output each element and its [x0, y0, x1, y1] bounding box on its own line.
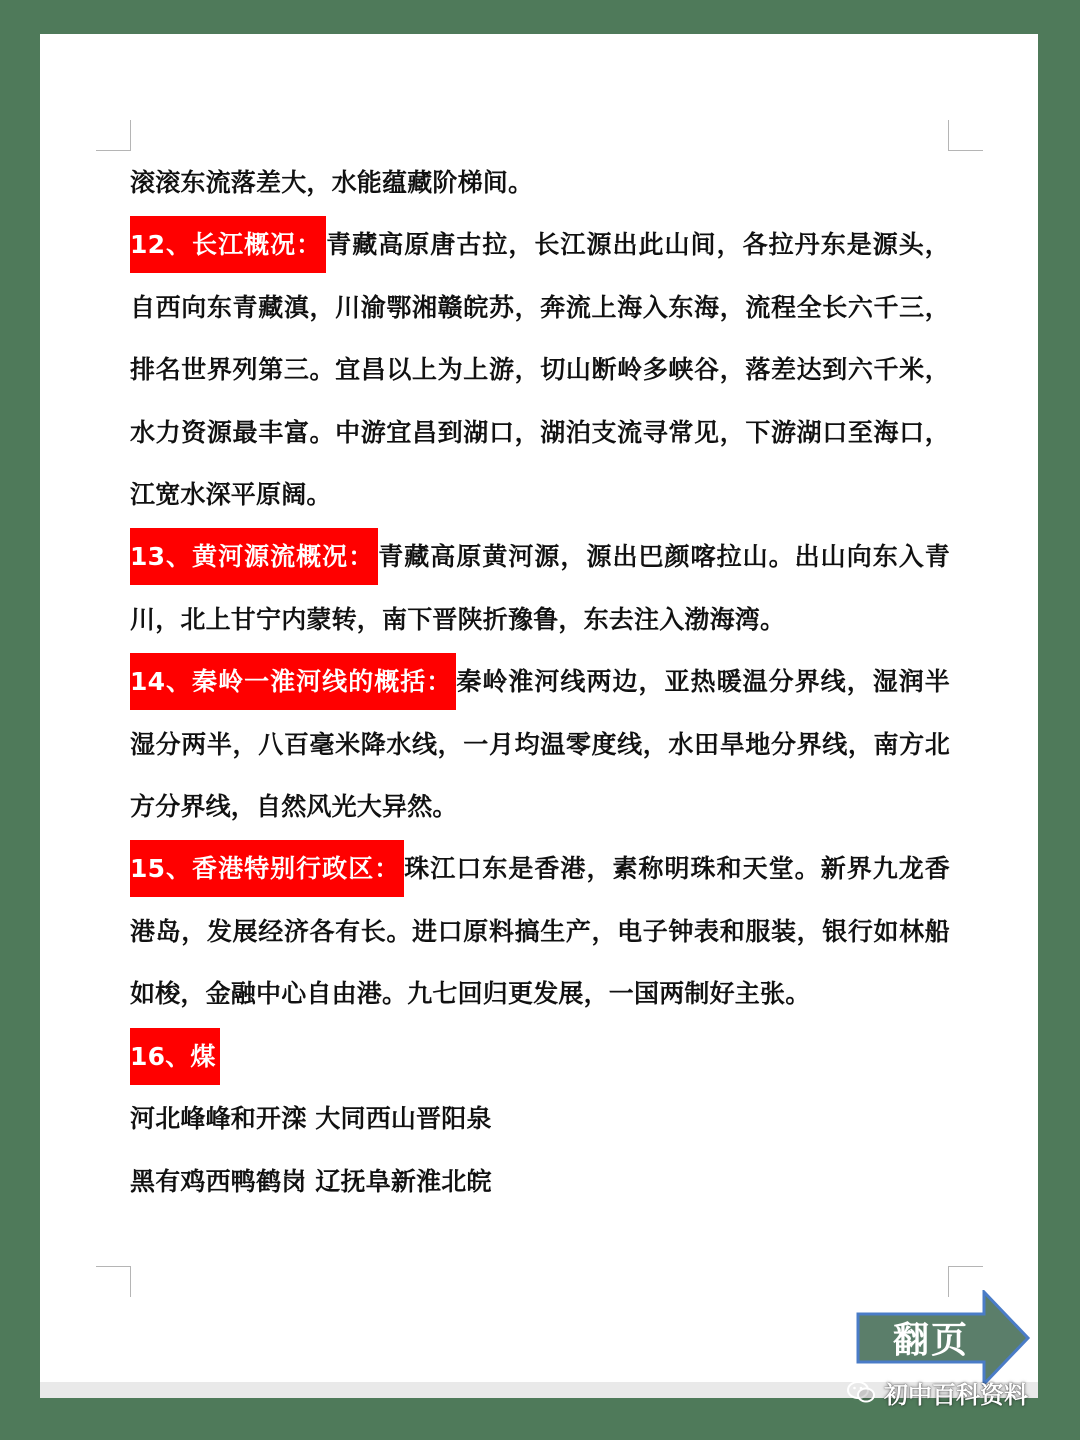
crop-mark-top-right [948, 120, 983, 151]
paragraph-qinling-huaihe [130, 651, 950, 838]
crop-mark-bottom-left [96, 1266, 131, 1297]
paragraph-text: 秦岭淮河线两边，亚热暖温分界线，湿润半湿分两半，八百毫米降水线，一月均温零度线，水田旱地分界线，南方北方分界线，自然风光大异然。 [130, 667, 950, 822]
crop-mark-top-left [96, 120, 131, 151]
paragraph-text: 青藏高原黄河源，源出巴颜喀拉山。出山向东入青川，北上甘宁内蒙转，南下晋陕折豫鲁，东去注入渤海湾。 [130, 542, 950, 634]
section-label-qinling-huaihe: 14、秦岭一淮河线的概括： [130, 653, 456, 710]
section-label-yellow-river: 13、黄河源流概况： [130, 528, 378, 585]
section-label-hong-kong: 15、香港特别行政区： [130, 840, 404, 897]
paragraph-intro [130, 152, 950, 214]
section-label-yangtze: 12、长江概况： [130, 216, 326, 273]
next-page-label: 翻页 [892, 1320, 969, 1361]
section-label-coal: 16、煤 [130, 1028, 220, 1085]
paragraph-yangtze [130, 214, 950, 526]
paragraph-text: 珠江口东是香港，素称明珠和天堂。新界九龙香港岛，发展经济各有长。进口原料搞生产，电子钟表和服装，银行如林船如梭，金融中心自由港。九七回归更发展，一国两制好主张。 [130, 854, 950, 1009]
document-body [130, 152, 950, 1213]
coal-line-2: 黑有鸡西鸭鹤岗 辽抚阜新淮北皖 [130, 1166, 492, 1196]
wechat-icon [846, 1379, 876, 1405]
next-page-button[interactable] [856, 1290, 1032, 1386]
paragraph-coal [130, 1026, 950, 1088]
paragraph-yellow-river [130, 526, 950, 651]
watermark-text: 初中百科资料 [884, 1380, 1028, 1409]
watermark [846, 1374, 1028, 1410]
paragraph-text: 青藏高原唐古拉，长江源出此山间，各拉丹东是源头，自西向东青藏滇，川渝鄂湘赣皖苏，奔流上海入东海，流程全长六千三，排名世界列第三。宜昌以上为上游，切山断岭多峡谷，落差达到六千米，水力资源最丰富。中游宜昌到湖口，湖泊支流寻常见，下游湖口至海口，江宽水深平原阔。 [130, 230, 951, 510]
coal-line-1: 河北峰峰和开滦 大同西山晋阳泉 [130, 1104, 492, 1134]
paragraph-text: 滚滚东流落差大，水能蕴藏阶梯间。 [130, 168, 534, 197]
paragraph-hong-kong [130, 838, 950, 1025]
